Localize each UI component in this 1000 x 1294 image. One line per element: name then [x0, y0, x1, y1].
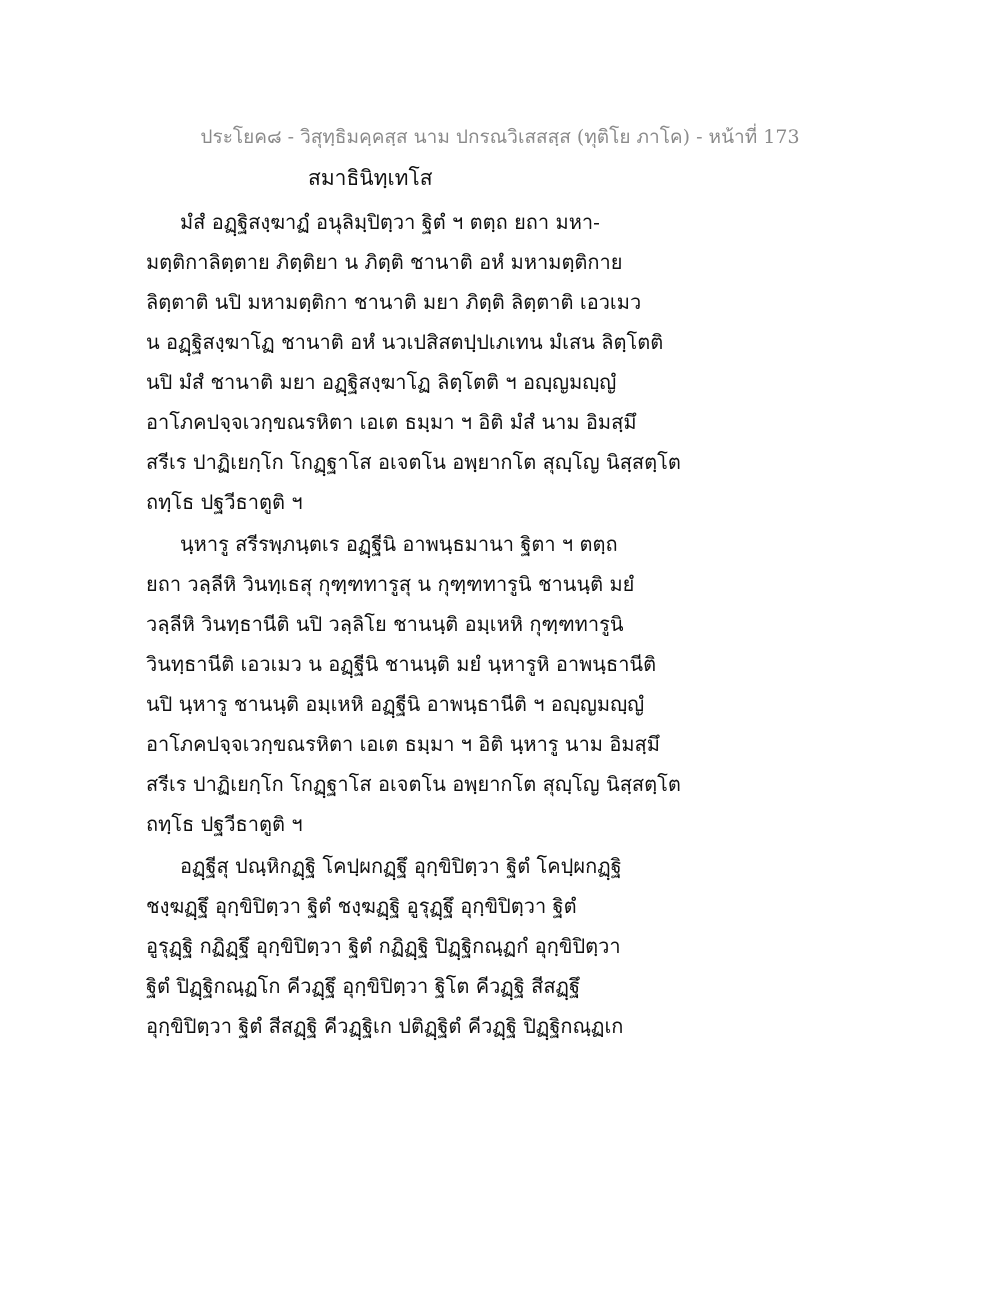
- text-line: นปิ มํสํ ชานาติ มยา อฏฺฐิสงฺฆาโฏ ลิตฺโตติ ฯ อญฺญมญฺญํ: [146, 370, 617, 394]
- paragraph: [146, 846, 686, 1046]
- text-line: ลิตฺตาติ นปิ มหามตฺติกา ชานาติ มยา ภิตฺติ ลิตฺตาติ เอวเมว: [146, 290, 642, 314]
- text-line: มํสํ อฏฺฐิสงฺฆาฏํ อนุลิมฺปิตฺวา ฐิตํ ฯ ตตฺถ ยถา มหา-: [180, 210, 600, 234]
- running-header: ประโยค๘ - วิสุทฺธิมคฺคสฺส นาม ปกรณวิเสสสฺส (ทุติโย ภาโค) - หน้าที่ 173: [200, 126, 800, 148]
- text-line: อาโภคปจฺจเวกฺขณรหิตา เอเต ธมฺมา ฯ อิติ นฺหารู นาม อิมสฺมึ: [146, 732, 660, 756]
- text-line: อฏฺฐีสุ ปณฺหิกฏฺฐิ โคปฺผกฏฺฐึ อุกฺขิปิตฺวา ฐิตํ โคปฺผกฏฺฐิ: [180, 854, 622, 878]
- section-title: สมาธินิทฺเทโส: [308, 166, 433, 190]
- text-line: มตฺติกาลิตฺตาย ภิตฺติยา น ภิตฺติ ชานาติ อหํ มหามตฺติกาย: [146, 250, 623, 274]
- text-line: อูรุฏฺฐิ กฏิฏฺฐึ อุกฺขิปิตฺวา ฐิตํ กฏิฏฺฐิ ปิฏฺฐิกณฺฏกํ อุกฺขิปิตฺวา: [146, 934, 621, 958]
- text-line: วินทฺธานีติ เอวเมว น อฏฺฐีนิ ชานนฺติ มยํ นฺหารูหิ อาพนฺธานีติ: [146, 652, 657, 676]
- text-line: อุกฺขิปิตฺวา ฐิตํ สีสฏฺฐิ คีวฏฺฐิเก ปติฏฺฐิตํ คีวฏฺฐิ ปิฏฺฐิกณฺฏเก: [146, 1014, 624, 1038]
- text-line: วลฺลีหิ วินทฺธานีติ นปิ วลฺลิโย ชานนฺติ อมฺเหหิ กุฑฺฑทารูนิ: [146, 612, 624, 636]
- text-line: สรีเร ปาฏิเยกฺโก โกฏฺฐาโส อเจตโน อพฺยากโต สุญฺโญ นิสฺสตฺโต: [146, 772, 681, 796]
- text-line: นฺหารู สรีรพฺภนฺตเร อฏฺฐีนิ อาพนฺธมานา ฐิตา ฯ ตตฺถ: [180, 532, 618, 556]
- paragraph: [146, 202, 686, 522]
- body-text: [146, 202, 686, 1046]
- text-line: สรีเร ปาฏิเยกฺโก โกฏฺฐาโส อเจตโน อพฺยากโต สุญฺโญ นิสฺสตฺโต: [146, 450, 681, 474]
- text-line: ถทฺโธ ปฐวีธาตูติ ฯ: [146, 812, 303, 836]
- text-line: ฐิตํ ปิฏฺฐิกณฺฏโก คีวฏฺฐึ อุกฺขิปิตฺวา ฐิโต คีวฏฺฐิ สีสฏฺฐึ: [146, 974, 580, 998]
- text-line: ยถา วลฺลีหิ วินทฺเธสุ กุฑฺฑทารูสุ น กุฑฺฑทารูนิ ชานนฺติ มยํ: [146, 572, 635, 596]
- paragraph: [146, 524, 686, 844]
- text-line: น อฏฺฐิสงฺฆาโฏ ชานาติ อหํ นวเปสิสตปฺปเภเทน มํเสน ลิตฺโตติ: [146, 330, 664, 354]
- text-line: ชงฺฆฏฺฐึ อุกฺขิปิตฺวา ฐิตํ ชงฺฆฏฺฐิ อูรุฏฺฐึ อุกฺขิปิตฺวา ฐิตํ: [146, 894, 577, 918]
- text-line: อาโภคปจฺจเวกฺขณรหิตา เอเต ธมฺมา ฯ อิติ มํสํ นาม อิมสฺมึ: [146, 410, 637, 434]
- text-line: นปิ นฺหารู ชานนฺติ อมฺเหหิ อฏฺฐีนิ อาพนฺธานีติ ฯ อญฺญมญฺญํ: [146, 692, 645, 716]
- text-line: ถทฺโธ ปฐวีธาตูติ ฯ: [146, 490, 303, 514]
